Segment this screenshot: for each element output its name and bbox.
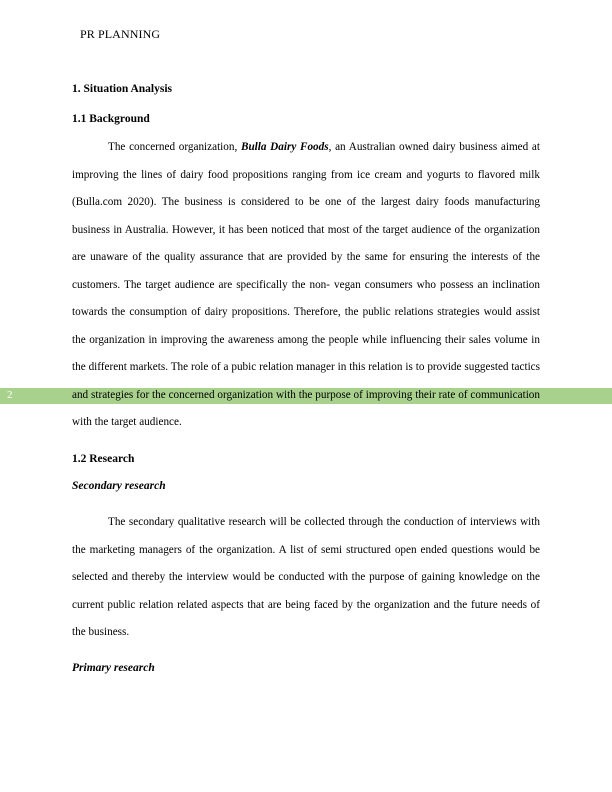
background-paragraph bbox=[72, 134, 540, 437]
heading-primary-research: Primary research bbox=[72, 662, 155, 674]
secondary-research-paragraph: The secondary qualitative research will be collected through the conduction of interviews with the marketing managers of the organization. A list of semi structured open ended questions would be selected and thereby the interview would be conducted with the purpose of gaining knowledge on the current public relation related aspects that are being faced by the organization and the future needs of the business. bbox=[72, 516, 540, 638]
section-heading-situation-analysis: 1. Situation Analysis bbox=[72, 83, 173, 95]
line-number: 2 bbox=[7, 389, 13, 401]
background-paragraph-start: The concerned organization, bbox=[108, 141, 241, 153]
background-paragraph-rest: , an Australian owned dairy business aimed at improving the lines of dairy food propositions ranging from ice cream and yogurts to flavored milk (Bulla.com 2020). The business is considered to be one of the largest dairy foods manufacturing business in Australia. However, it has been noticed that most of the target audience of the organization are unaware of the quality assurance that are provided by the same for ensuring the interests of the customers. The target audience are specifically the non- vegan consumers who possess an inclination towards the consumption of dairy propositions. Therefore, the public relations strategies would assist the organization in improving the awareness among the people while influencing their sales volume in the different markets. The role of a pubic relation manager in this relation is to provide suggested tactics and strategies for the concerned organization with the purpose of improving their rate of communication with the target audience. bbox=[72, 141, 540, 428]
subsection-heading-research: 1.2 Research bbox=[72, 453, 135, 465]
running-head: PR PLANNING bbox=[80, 27, 161, 41]
subsection-heading-background: 1.1 Background bbox=[72, 113, 150, 125]
organization-name: Bulla Dairy Foods bbox=[240, 141, 329, 153]
heading-secondary-research: Secondary research bbox=[72, 480, 166, 492]
